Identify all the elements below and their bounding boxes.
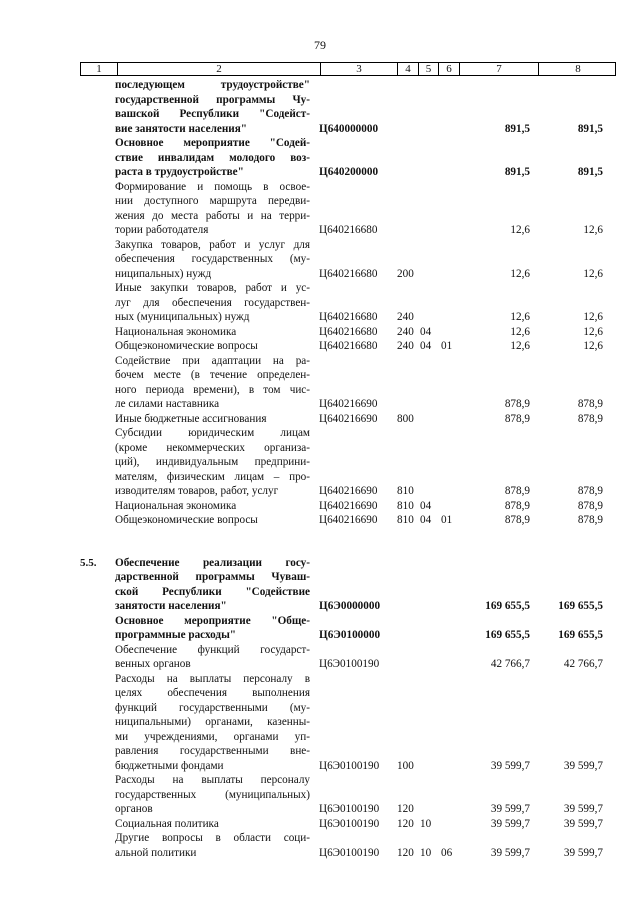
row-name	[115, 831, 310, 860]
row-name-line: жения до места работы и на терри-	[115, 209, 310, 222]
row-name	[115, 238, 310, 282]
row-name-line: ного периода времени), в том чис-	[115, 383, 310, 396]
row-code: Ц640216690	[319, 514, 378, 526]
row-name-line: бюджетными фондами	[115, 759, 224, 772]
row-name	[115, 325, 310, 340]
row-amount-col7: 878,9	[504, 499, 530, 512]
row-amount-col7: 12,6	[510, 267, 530, 280]
row-code: Ц640200000	[319, 166, 379, 178]
row-name-line: (кроме некоммерческих организа-	[115, 441, 310, 454]
row-name-line: Субсидии юридическим лицам	[115, 427, 310, 439]
row-code: Ц640216680	[319, 267, 378, 280]
row-name-line: органов	[115, 803, 153, 815]
row-name-line: Содействие при адаптации на ра-	[115, 354, 310, 367]
row-name-line: ций), индивидуальным предприни-	[115, 456, 310, 468]
row-name-line: изводителям товаров, работ, услуг	[115, 485, 279, 497]
row-amount-col7: 39 599,7	[490, 846, 530, 859]
row-name	[115, 412, 310, 427]
row-expense-type: 120	[397, 803, 414, 815]
row-amount-col7: 12,6	[510, 325, 530, 338]
row-amount-col8: 878,9	[577, 485, 603, 497]
row-number: 5.5.	[80, 556, 97, 569]
row-amount-col8: 878,9	[577, 412, 603, 425]
row-amount-col7: 878,9	[504, 398, 530, 410]
row-section: 10	[420, 817, 432, 830]
row-name	[115, 78, 310, 136]
row-name-line: Иные закупки товаров, работ и ус-	[115, 282, 310, 294]
row-name-line: государственной программы Чу-	[115, 93, 310, 106]
row-subsection: 06	[441, 846, 453, 859]
row-name	[115, 513, 310, 528]
row-amount-col8: 891,5	[577, 122, 603, 135]
row-name-line: Обеспечение реализации госу-	[115, 556, 310, 569]
row-expense-type: 240	[397, 340, 414, 352]
row-name-line: ле силами наставника	[115, 398, 220, 410]
row-name-line: ствие инвалидам молодого воз-	[115, 151, 310, 164]
row-name	[115, 339, 310, 354]
row-amount-col8: 169 655,5	[558, 629, 603, 641]
row-amount-col7: 12,6	[510, 311, 530, 323]
row-amount-col7: 891,5	[504, 166, 530, 178]
row-amount-col8: 42 766,7	[563, 658, 603, 670]
row-amount-col8: 12,6	[583, 311, 603, 323]
row-expense-type: 100	[397, 759, 414, 772]
header-col-4: 4	[397, 63, 418, 75]
row-code: Ц640216690	[319, 485, 378, 497]
row-name	[115, 556, 310, 614]
row-name-line: Общеэкономические вопросы	[115, 340, 258, 352]
row-amount-col8: 12,6	[583, 224, 603, 236]
row-name-line: Основное мероприятие "Обще-	[115, 614, 310, 627]
row-amount-col7: 878,9	[504, 514, 530, 526]
row-name-line: Национальная экономика	[115, 325, 237, 338]
row-code: Ц6Э0100190	[319, 817, 380, 830]
row-amount-col8: 39 599,7	[563, 817, 603, 830]
row-name-line: программные расходы"	[115, 629, 237, 641]
row-name-line: вие занятости населения"	[115, 122, 247, 135]
row-name	[115, 817, 310, 832]
row-name-line: ниципальными) органами, казенны-	[115, 716, 310, 728]
header-col-1: 1	[96, 63, 102, 75]
row-expense-type: 120	[397, 817, 414, 830]
header-col-3: 3	[320, 63, 397, 75]
row-name-line: обеспечения государственных (му-	[115, 253, 310, 265]
row-code: Ц640216690	[319, 412, 378, 425]
row-subsection: 01	[441, 514, 453, 526]
row-subsection: 01	[441, 340, 453, 352]
row-name-line: бочем месте (в течение определен-	[115, 369, 310, 381]
row-name	[115, 354, 310, 412]
row-amount-col8: 891,5	[577, 166, 603, 178]
row-name-line: альной политики	[115, 846, 197, 859]
row-code: Ц6Э0100190	[319, 846, 380, 859]
row-name-line: луг для обеспечения государствен-	[115, 296, 310, 309]
row-amount-col7: 42 766,7	[490, 658, 530, 670]
row-code: Ц640216680	[319, 311, 378, 323]
row-name-line: государственных (муниципальных)	[115, 788, 310, 801]
header-col-5: 5	[418, 63, 438, 75]
row-section: 10	[420, 846, 432, 859]
row-amount-col7: 39 599,7	[490, 817, 530, 830]
row-name-line: Формирование и помощь в освое-	[115, 180, 310, 193]
row-amount-col8: 12,6	[583, 325, 603, 338]
row-name-line: Национальная экономика	[115, 499, 237, 512]
row-name-line: ных (муниципальных) нужд	[115, 311, 250, 323]
row-name-line: ниципальных) нужд	[115, 267, 212, 280]
row-amount-col8: 878,9	[577, 499, 603, 512]
row-code: Ц6Э0100190	[319, 803, 380, 815]
row-amount-col7: 169 655,5	[485, 600, 530, 612]
row-section: 04	[420, 325, 432, 338]
row-code: Ц640216680	[319, 340, 378, 352]
row-amount-col7: 39 599,7	[490, 759, 530, 772]
row-name-line: дарственной программы Чуваш-	[115, 571, 310, 583]
row-name-line: последующем трудоустройстве"	[115, 79, 310, 91]
row-name	[115, 136, 310, 180]
row-code: Ц6Э0100190	[319, 658, 380, 670]
row-name	[115, 614, 310, 643]
header-col-8: 8	[538, 63, 617, 75]
row-code: Ц640216680	[319, 325, 378, 338]
row-amount-col8: 12,6	[583, 267, 603, 280]
row-name	[115, 180, 310, 238]
row-name-line: Общеэкономические вопросы	[115, 514, 258, 526]
row-name-line: мателям, физическим лицам – про-	[115, 470, 310, 483]
row-section: 04	[420, 499, 432, 512]
row-name-line: Обеспечение функций государст-	[115, 643, 310, 656]
row-name-line: целях обеспечения выполнения	[115, 687, 310, 699]
row-code: Ц640216690	[319, 499, 378, 512]
row-amount-col8: 169 655,5	[558, 600, 603, 612]
row-expense-type: 200	[397, 267, 414, 280]
header-col-2: 2	[117, 63, 320, 75]
row-name-line: раста в трудоустройстве"	[115, 166, 244, 178]
row-name-line: Расходы на выплаты персоналу	[115, 774, 310, 786]
row-name-line: Социальная политика	[115, 817, 219, 830]
row-name-line: равления государственными вне-	[115, 745, 310, 757]
row-code: Ц640216680	[319, 224, 378, 236]
row-section: 04	[420, 514, 432, 526]
row-name-line: Расходы на выплаты персоналу в	[115, 672, 310, 685]
row-name-line: Закупка товаров, работ и услуг для	[115, 238, 310, 251]
row-amount-col8: 39 599,7	[563, 803, 603, 815]
row-name	[115, 499, 310, 514]
row-amount-col7: 39 599,7	[490, 803, 530, 815]
row-expense-type: 120	[397, 846, 414, 859]
row-name	[115, 643, 310, 672]
row-name-line: венных органов	[115, 658, 191, 670]
row-code: Ц6Э0000000	[319, 600, 381, 612]
row-section: 04	[420, 340, 432, 352]
row-name-line: нии доступного маршрута передви-	[115, 195, 310, 207]
row-amount-col8: 39 599,7	[563, 759, 603, 772]
row-name-line: Иные бюджетные ассигнования	[115, 412, 267, 425]
row-name-line: тории работодателя	[115, 224, 209, 236]
row-name-line: функций государственными (му-	[115, 701, 310, 714]
row-name-line: вашской Республики "Содейст-	[115, 108, 310, 120]
row-amount-col8: 878,9	[577, 514, 603, 526]
row-name-line: Основное мероприятие "Содей-	[115, 137, 310, 149]
row-amount-col8: 878,9	[577, 398, 603, 410]
row-code: Ц640000000	[319, 122, 379, 135]
row-name-line: ми учреждениями, органами уп-	[115, 730, 310, 743]
row-name	[115, 773, 310, 817]
row-amount-col8: 39 599,7	[563, 846, 603, 859]
row-expense-type: 240	[397, 311, 414, 323]
table-header	[80, 62, 616, 76]
row-amount-col7: 878,9	[504, 412, 530, 425]
row-name-line: Другие вопросы в области соци-	[115, 832, 310, 844]
row-name	[115, 426, 310, 499]
page-number: 79	[314, 38, 326, 52]
header-col-7: 7	[459, 63, 538, 75]
row-code: Ц6Э0100000	[319, 629, 381, 641]
row-code: Ц640216690	[319, 398, 378, 410]
row-name	[115, 672, 310, 774]
row-amount-col7: 12,6	[510, 224, 530, 236]
row-expense-type: 810	[397, 514, 414, 526]
row-name	[115, 281, 310, 325]
row-expense-type: 810	[397, 485, 414, 497]
row-expense-type: 800	[397, 412, 414, 425]
header-col-6: 6	[438, 63, 459, 75]
row-name-line: занятости населения"	[115, 600, 227, 612]
row-amount-col8: 12,6	[583, 340, 603, 352]
row-expense-type: 240	[397, 325, 414, 338]
row-amount-col7: 169 655,5	[485, 629, 530, 641]
row-expense-type: 810	[397, 499, 414, 512]
row-code: Ц6Э0100190	[319, 759, 380, 772]
row-amount-col7: 12,6	[510, 340, 530, 352]
row-amount-col7: 878,9	[504, 485, 530, 497]
row-name-line: ской Республики "Содействие	[115, 585, 310, 598]
row-amount-col7: 891,5	[504, 122, 530, 135]
